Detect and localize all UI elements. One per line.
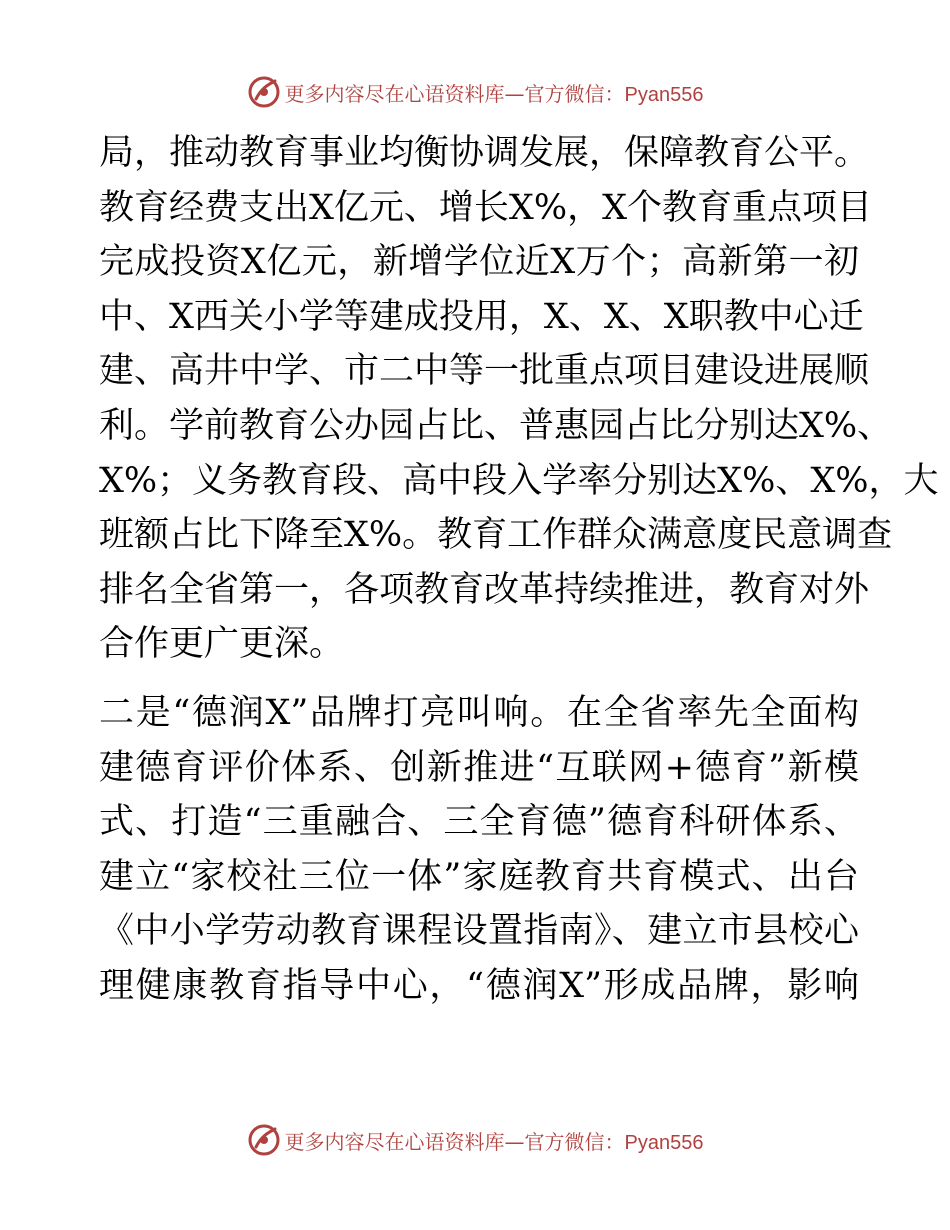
text-line: 《中小学劳动教育课程设置指南》、建立市县校心	[99, 911, 859, 952]
footer-wechat-id: Pyan556	[624, 1131, 704, 1154]
paragraph-gap	[99, 672, 859, 686]
header-watermark-banner	[0, 72, 950, 112]
text-line: 利。学前教育公办园占比、普惠园占比分别达X%、	[99, 405, 893, 446]
footer-banner-text: 更多内容尽在心语资料库—官方微信：Pyan556	[284, 1129, 704, 1154]
brand-logo-icon	[247, 75, 281, 109]
text-line: 班额占比下降至X%。教育工作群众满意度民意调查	[99, 515, 893, 556]
brand-logo-icon	[247, 1123, 281, 1157]
text-line: X%；义务教育段、高中段入学率分别达X%、X%，大	[99, 460, 939, 501]
text-line: 理健康教育指导中心，“德润X”形成品牌，影响	[99, 965, 859, 1006]
header-banner-text: 更多内容尽在心语资料库—官方微信：Pyan556	[284, 81, 704, 106]
text-line: 二是“德润X”品牌打亮叫响。在全省率先全面构	[99, 692, 859, 733]
text-line: 合作更广更深。	[99, 624, 345, 665]
text-line: 完成投资X亿元，新增学位近X万个；高新第一初	[99, 242, 859, 283]
text-line: 建、高井中学、市二中等一批重点项目建设进展顺	[99, 351, 870, 392]
text-line: 局，推动教育事业均衡协调发展，保障教育公平。	[99, 133, 870, 173]
footer-watermark-banner	[0, 1120, 950, 1160]
text-line: 建德育评价体系、创新推进“互联网+德育”新模	[99, 747, 859, 788]
text-line: 排名全省第一，各项教育改革持续推进，教育对外	[99, 569, 870, 610]
paragraph-2	[99, 686, 859, 1014]
text-line: 中、X西关小学等建成投用，X、X、X职教中心迁	[99, 296, 864, 337]
document-body	[99, 126, 939, 1014]
text-line: 教育经费支出X亿元、增长X%，X个教育重点项目	[99, 187, 873, 228]
text-line: 式、打造“三重融合、三全育德”德育科研体系、	[99, 802, 859, 843]
header-wechat-id: Pyan556	[624, 83, 704, 106]
text-line: 建立“家校社三位一体”家庭教育共育模式、出台	[99, 856, 859, 897]
paragraph-1	[99, 126, 939, 672]
